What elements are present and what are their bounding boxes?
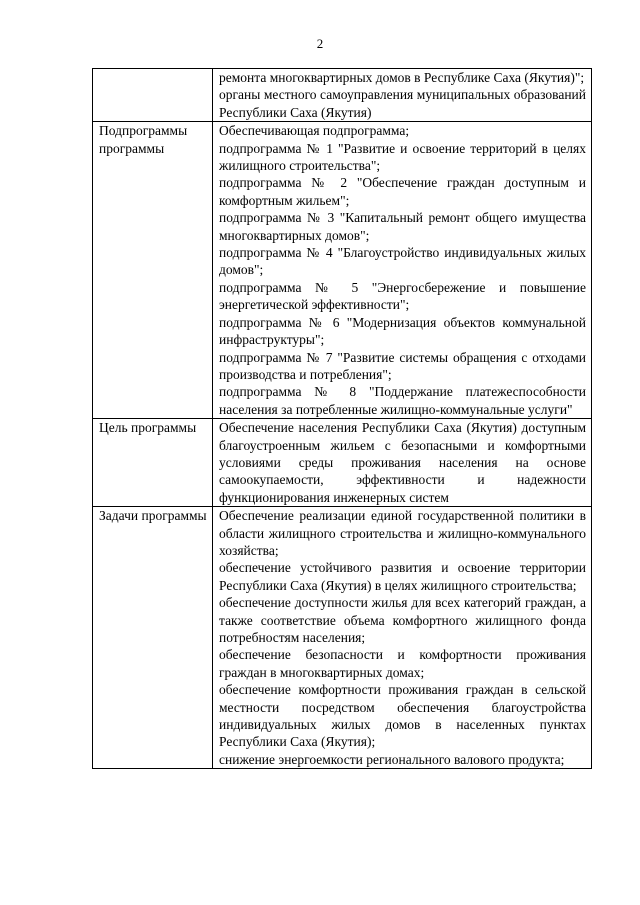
content-paragraph: подпрограмма № 2 "Обеспечение граждан доступным и комфортным жильем"; — [219, 175, 586, 208]
content-paragraph: подпрограмма № 6 "Модернизация объектов коммунальной инфраструктуры"; — [219, 314, 586, 348]
content-paragraph: подпрограмма № 8 "Поддержание платежеспособности населения за потребленные жилищно-коммунальные услуги" — [219, 384, 586, 417]
content-paragraph: обеспечение безопасности и комфортности проживания граждан в многоквартирных домах; — [219, 647, 586, 680]
page-number: 2 — [316, 36, 324, 51]
row-content — [213, 122, 592, 419]
content-paragraph: Обеспечение населения Республики Саха (Якутия) доступным благоустроенным жильем с безопасными и комфортными условиями среды проживания населения на основе самоокупаемости, эффективности и надежности функционирования инженерных систем — [219, 420, 586, 505]
row-label — [93, 69, 213, 122]
content-paragraph: подпрограмма № 1 "Развитие и освоение территорий в целях жилищного строительства"; — [219, 140, 586, 174]
content-paragraph: обеспечение доступности жилья для всех категорий граждан, а также соответствие объема комфортного жилищного фонда потребностям населения; — [219, 595, 586, 645]
content-paragraph: обеспечение устойчивого развития и освоение территории Республики Саха (Якутия) в целях жилищного строительства; — [219, 560, 586, 593]
row-content — [213, 419, 592, 507]
content-paragraph: подпрограмма № 3 "Капитальный ремонт общего имущества многоквартирных домов"; — [219, 210, 586, 243]
content-paragraph: снижение энергоемкости регионального валового продукта; — [219, 751, 565, 767]
row-label: Задачи программы — [93, 507, 213, 769]
content-paragraph: Обеспечение реализации единой государственной политики в области жилищного строительства и жилищно-коммунального хозяйства; — [219, 508, 586, 558]
program-passport-table — [92, 68, 592, 769]
row-label: Подпрограммы программы — [93, 122, 213, 419]
content-paragraph: подпрограмма № 4 "Благоустройство индивидуальных жилых домов"; — [219, 245, 586, 278]
content-paragraph: Обеспечивающая подпрограмма; — [219, 123, 410, 139]
row-label: Цель программы — [93, 419, 213, 507]
table-body — [93, 69, 592, 769]
row-content — [213, 507, 592, 769]
table-row — [93, 69, 592, 122]
content-paragraph: ремонта многоквартирных домов в Республике Саха (Якутия)"; — [219, 70, 585, 85]
row-content — [213, 69, 592, 122]
content-paragraph: подпрограмма № 5 "Энергосбережение и повышение энергетической эффективности"; — [219, 279, 586, 313]
content-paragraph: органы местного самоуправления муниципальных образований Республики Саха (Якутия) — [219, 87, 586, 120]
content-paragraph: подпрограмма № 7 "Развитие системы обращения с отходами производства и потребления"; — [219, 349, 586, 382]
table-row — [93, 419, 592, 507]
content-paragraph: обеспечение комфортности проживания граждан в сельской местности посредством обеспечения благоустройства индивидуальных жилых домов в населенных пунктах Республики Саха (Якутия); — [219, 682, 586, 750]
table-row — [93, 122, 592, 419]
table-row — [93, 507, 592, 769]
